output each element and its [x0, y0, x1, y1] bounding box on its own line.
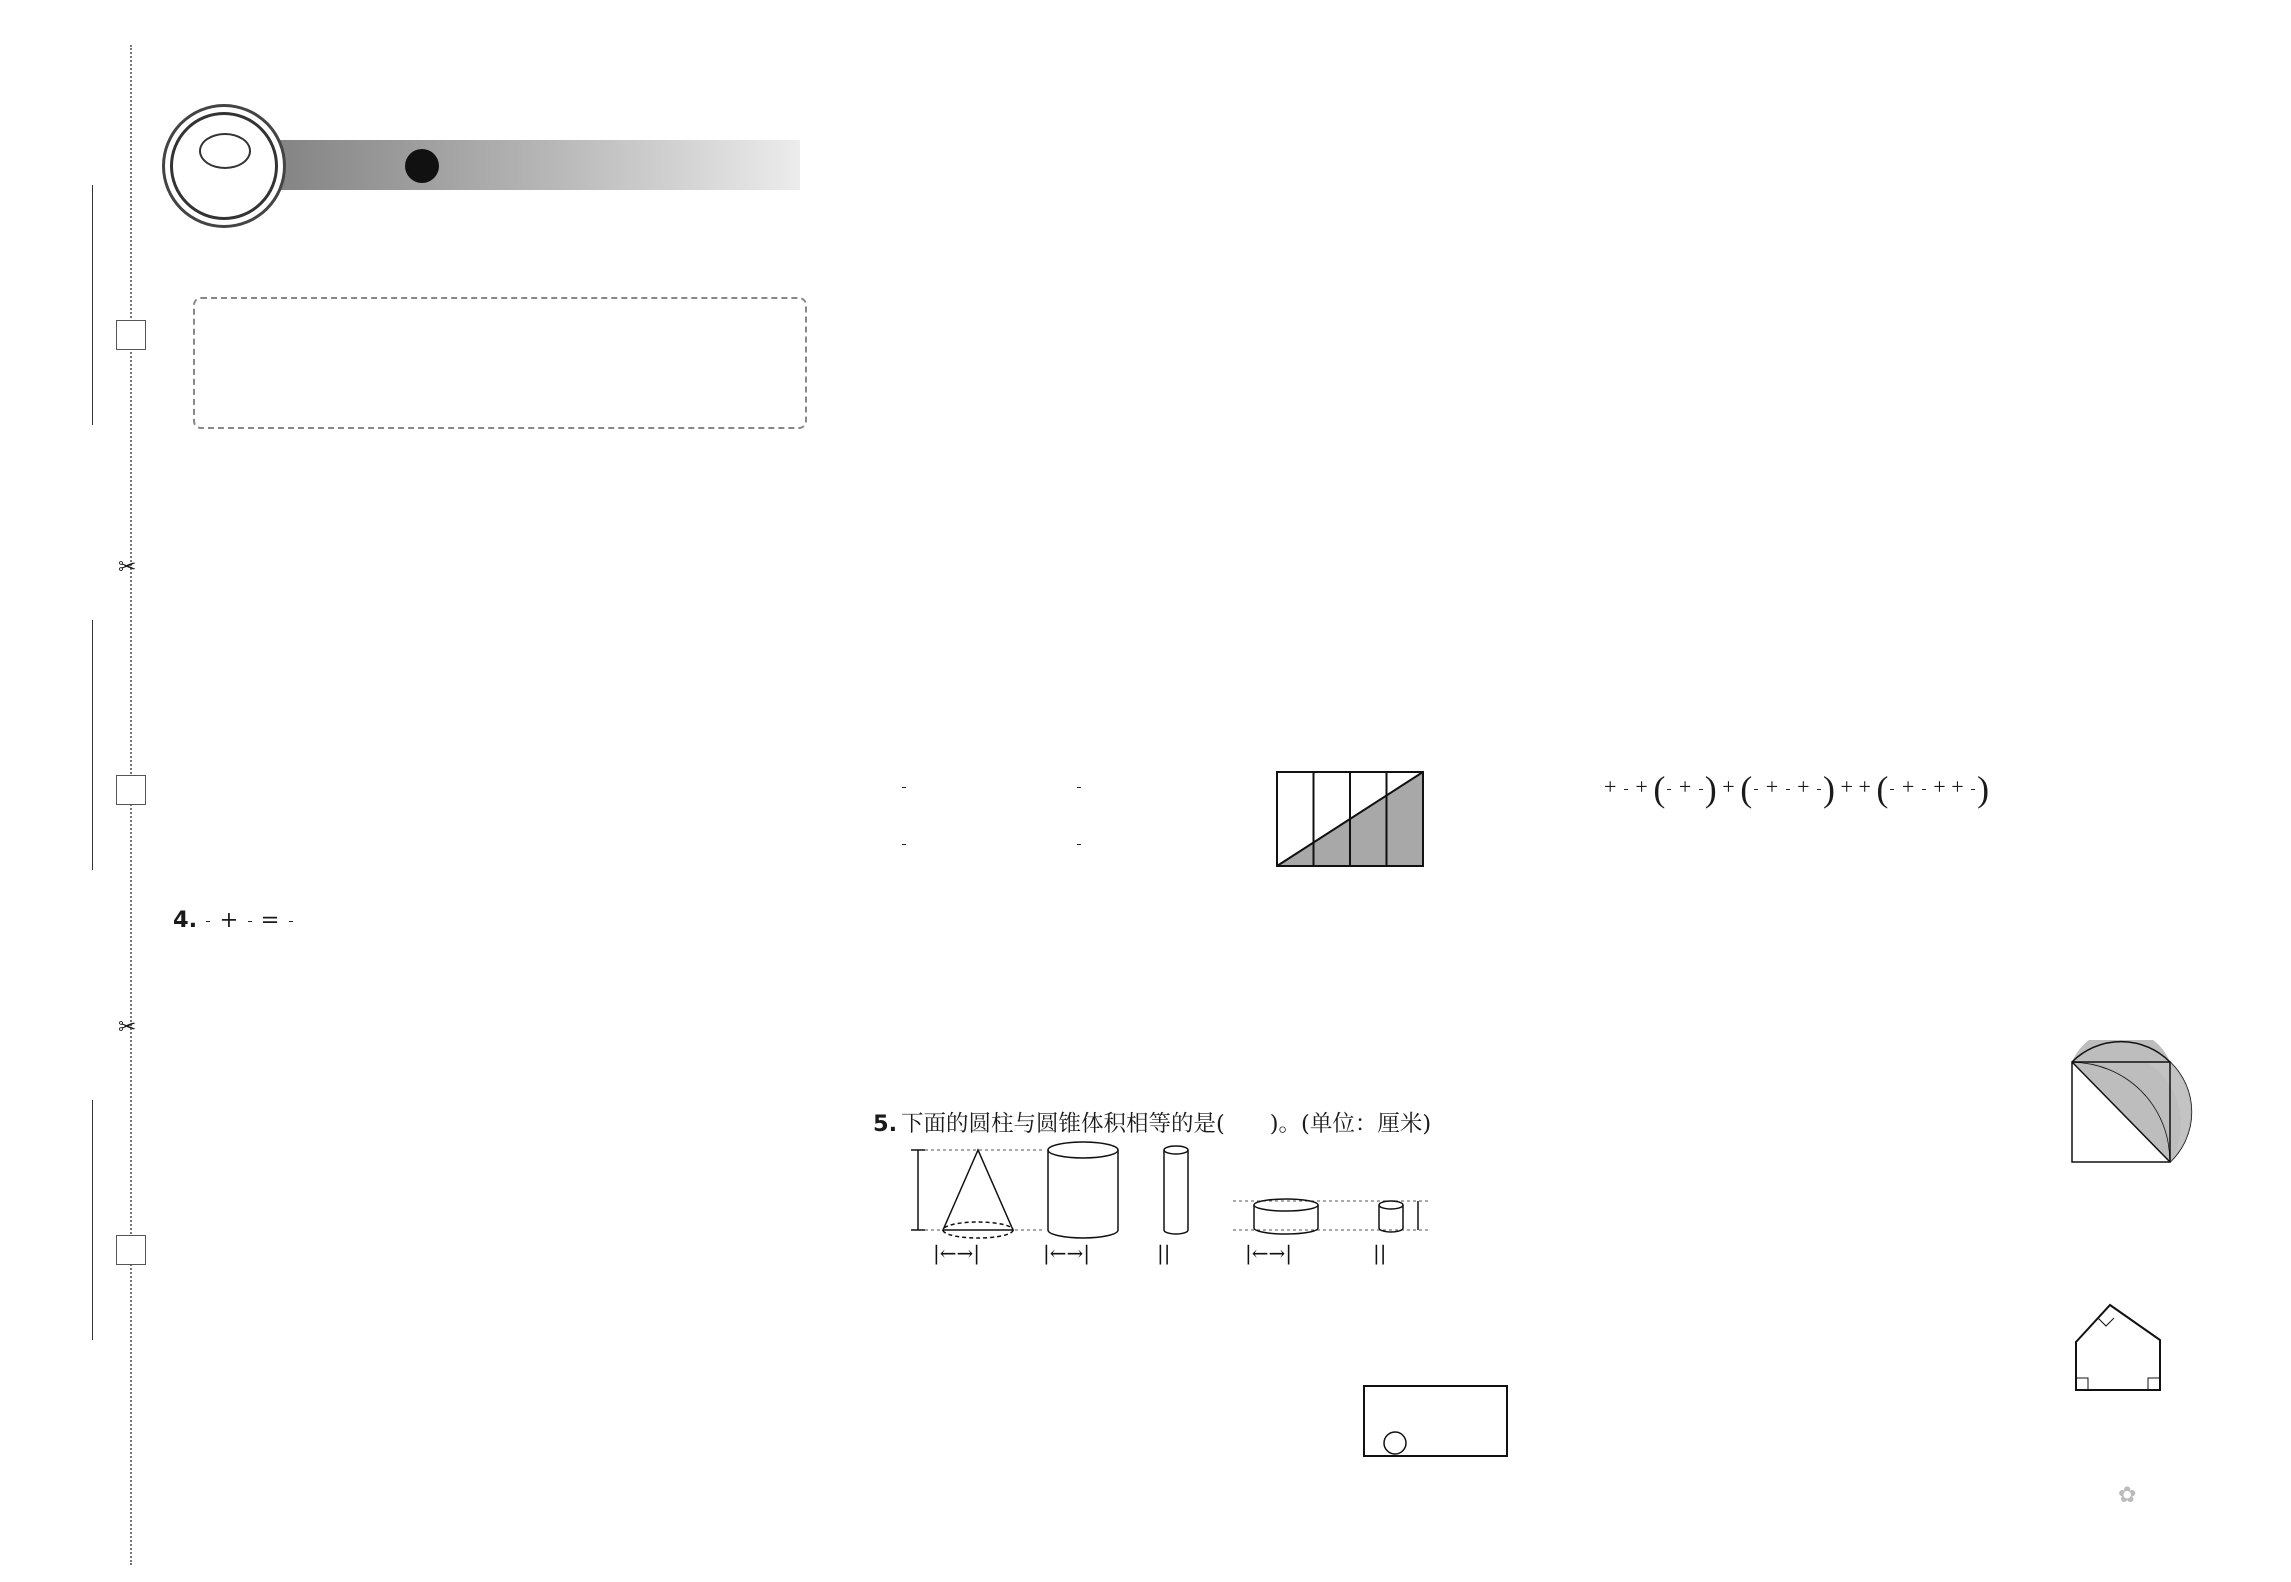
question-line [173, 1173, 201, 1205]
width-4-label: || [1373, 1241, 1387, 1265]
cylinder-a [1048, 1142, 1118, 1158]
question-continuation-line [873, 350, 901, 382]
question-continuation-line [173, 1367, 201, 1399]
question-continuation-line [173, 1238, 201, 1270]
question-continuation-line [873, 572, 901, 604]
seal-xian [116, 320, 146, 350]
fraction [289, 921, 293, 922]
choice-option[interactable] [1075, 827, 1083, 859]
class-write-line[interactable] [92, 620, 93, 870]
q6-basin-figure [1363, 1385, 1508, 1457]
question-continuation-line [873, 318, 901, 350]
brand-logo [170, 112, 278, 220]
question-continuation-line [873, 939, 901, 971]
question-continuation-line [873, 635, 901, 667]
question-continuation-line [173, 866, 201, 898]
q2-shaded-figure [1275, 770, 1425, 868]
binding-dotted-line [130, 45, 132, 1565]
choice-option[interactable] [900, 770, 908, 802]
choice-option[interactable] [900, 827, 908, 859]
cylinder-b [1164, 1146, 1188, 1154]
question-continuation-line [873, 1039, 901, 1071]
question-continuation-line [173, 1076, 201, 1108]
question-number: 4. [173, 907, 198, 933]
question-continuation-line [873, 604, 901, 636]
fraction [206, 921, 210, 922]
seal-mi [116, 1235, 146, 1265]
question-line [873, 732, 901, 764]
cylinder-d [1379, 1201, 1403, 1209]
width-4-label: || [1157, 1241, 1171, 1265]
fraction [248, 921, 252, 922]
scissor-icon: ✂ [118, 555, 137, 580]
choice-option[interactable] [1075, 770, 1083, 802]
question-continuation-line [173, 704, 201, 736]
question-continuation-line [173, 1044, 201, 1076]
question-continuation-line [173, 640, 201, 672]
question-continuation-line [173, 1432, 201, 1464]
question-continuation-line [873, 159, 901, 191]
header-banner [225, 140, 800, 190]
question-continuation-line [873, 127, 901, 159]
question-line [173, 947, 201, 979]
question-4: 4. + = [173, 895, 295, 945]
question-continuation-line [173, 1141, 201, 1173]
question-line [873, 1007, 901, 1039]
question-continuation-line [873, 477, 901, 509]
question-line [173, 833, 201, 865]
school-title [405, 142, 439, 186]
question-line [873, 286, 901, 318]
question-continuation-line [173, 510, 201, 542]
width-12-label: |←→| [1043, 1241, 1090, 1265]
q5-solids-figure [893, 1135, 1473, 1295]
question-line [173, 1109, 201, 1141]
question-continuation-line [873, 254, 901, 286]
name-write-line[interactable] [92, 185, 93, 425]
question-line [173, 1270, 201, 1302]
speed-line-chart [470, 1230, 815, 1462]
question-line [873, 191, 901, 223]
page-number-decoration: ✿ [2118, 1483, 2137, 1508]
question-continuation-line [873, 222, 901, 254]
question-continuation-line [173, 607, 201, 639]
scissor-icon: ✂ [118, 1015, 137, 1040]
question-continuation-line [173, 1335, 201, 1367]
question-continuation-line [173, 736, 201, 768]
question-line [873, 875, 901, 907]
question-continuation-line [173, 1399, 201, 1431]
question-continuation-line [173, 575, 201, 607]
paper-number-badge [405, 149, 439, 183]
question-continuation-line [873, 445, 901, 477]
question-line [873, 413, 901, 445]
question-continuation-line [173, 1302, 201, 1334]
width-12-label: |←→| [933, 1241, 980, 1265]
school-write-line[interactable] [92, 1100, 93, 1340]
width-12-label: |←→| [1245, 1241, 1292, 1265]
question-continuation-line [173, 1205, 201, 1237]
expression-4: + + ( + ) + ( + + ) + + ( + + + ) [1604, 769, 1990, 809]
question-line [173, 1012, 201, 1044]
q2-square-semicircle-figure [2040, 1040, 2220, 1200]
seal-feng [116, 775, 146, 805]
cylinder-c [1254, 1199, 1318, 1211]
question-continuation-line [173, 979, 201, 1011]
question-text: 下面的圆柱与圆锥体积相等的是( )。(单位：厘米) [901, 1111, 1432, 1137]
cone-shape [943, 1150, 1013, 1230]
question-continuation-line [173, 543, 201, 575]
question-continuation-line [173, 672, 201, 704]
question-line [173, 769, 201, 801]
question-line [173, 478, 201, 510]
question-continuation-line [873, 381, 901, 413]
question-line [873, 540, 901, 572]
editor-note-box [193, 297, 807, 429]
pentagon-shape [2076, 1305, 2160, 1390]
question-continuation-line [873, 907, 901, 939]
question-continuation-line [873, 667, 901, 699]
q3-pentagon-figure [2058, 1290, 2208, 1430]
question-continuation-line [173, 801, 201, 833]
question-number: 5. [873, 1111, 898, 1137]
